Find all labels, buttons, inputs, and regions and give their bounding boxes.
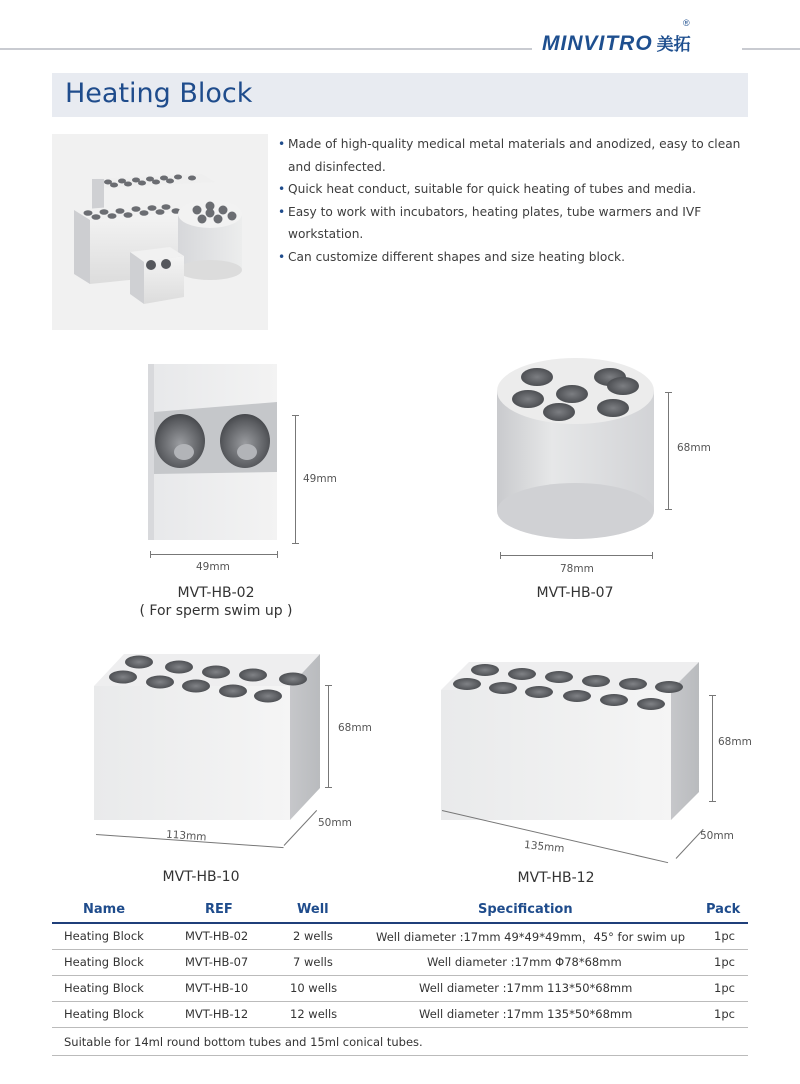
cell-well: 12 wells <box>290 1007 338 1021</box>
header-rule-right <box>742 48 800 50</box>
dim-label-hb02-height: 49mm <box>303 473 337 485</box>
dim-label-hb07-width: 78mm <box>560 563 594 575</box>
cell-ref: MVT-HB-10 <box>185 981 249 995</box>
header-rule-left <box>0 48 532 50</box>
dim-line-hb02-height <box>295 415 296 543</box>
dim-label-hb02-width: 49mm <box>196 561 230 573</box>
cell-ref: MVT-HB-07 <box>185 955 249 969</box>
dim-tick <box>325 787 332 788</box>
dim-line-hb02-width <box>150 554 278 555</box>
product-photo-hb02 <box>146 362 282 549</box>
dim-tick <box>277 551 278 558</box>
cell-spec: Well diameter :17mm 49*49*49mm，45° for swim up <box>376 930 686 944</box>
cell-name: Heating Block <box>64 929 144 943</box>
feature-item: • Made of high-quality medical metal materials and anodized, easy to clean and disinfected. <box>278 133 748 178</box>
brand-logo <box>542 18 691 56</box>
col-header-ref: REF <box>205 902 233 917</box>
dim-line-hb10-height <box>328 685 329 787</box>
dim-tick <box>665 392 672 393</box>
page-title: Heating Block <box>65 78 253 109</box>
dim-tick <box>665 509 672 510</box>
cell-name: Heating Block <box>64 981 144 995</box>
brand-name-cn: 美拓 <box>656 35 691 55</box>
dim-tick <box>709 695 716 696</box>
table-row <box>52 950 748 976</box>
table-row <box>52 924 748 950</box>
dim-label-hb12-height: 68mm <box>718 736 752 748</box>
dim-line-hb07-height <box>668 392 669 509</box>
dim-label-hb10-height: 68mm <box>338 722 372 734</box>
feature-list <box>278 133 748 268</box>
dim-tick <box>292 415 299 416</box>
spec-table-header <box>52 900 748 922</box>
product-photo-hb10 <box>90 650 320 835</box>
cell-name: Heating Block <box>64 955 144 969</box>
feature-item: • Easy to work with incubators, heating plates, tube warmers and IVF workstation. <box>278 201 748 246</box>
cell-pack: 1pc <box>714 929 735 943</box>
cell-well: 2 wells <box>293 929 333 943</box>
col-header-well: Well <box>297 902 329 917</box>
caption-hb07-model: MVT-HB-07 <box>536 585 614 601</box>
cell-pack: 1pc <box>714 1007 735 1021</box>
dim-tick <box>709 801 716 802</box>
col-header-pack: Pack <box>706 902 741 917</box>
title-bar <box>52 73 748 117</box>
product-photo-hb12 <box>437 660 699 833</box>
caption-hb10-model: MVT-HB-10 <box>162 869 240 885</box>
brand-name: MINVITRO <box>542 32 653 55</box>
cell-ref: MVT-HB-12 <box>185 1007 249 1021</box>
caption-hb02-model: MVT-HB-02 <box>177 585 255 601</box>
dim-label-hb10-depth: 50mm <box>318 817 352 829</box>
table-row <box>52 1002 748 1028</box>
dim-tick <box>325 685 332 686</box>
cell-spec: Well diameter :17mm Φ78*68mm <box>427 955 622 969</box>
hero-product-photo <box>52 134 268 330</box>
table-row <box>52 976 748 1002</box>
product-photo-hb07 <box>493 355 659 550</box>
caption-hb02-note: ( For sperm swim up ) <box>139 603 293 619</box>
cell-ref: MVT-HB-02 <box>185 929 249 943</box>
dim-label-hb12-length: 135mm <box>523 838 566 856</box>
feature-item: • Quick heat conduct, suitable for quick heating of tubes and media. <box>278 178 748 201</box>
dim-tick <box>292 543 299 544</box>
dim-label-hb12-depth: 50mm <box>700 830 734 842</box>
dim-tick <box>500 552 501 559</box>
cell-well: 10 wells <box>290 981 338 995</box>
registered-mark: ® <box>683 18 690 28</box>
dim-line-hb07-width <box>500 555 653 556</box>
cell-pack: 1pc <box>714 955 735 969</box>
table-footnote <box>52 1030 748 1056</box>
cell-name: Heating Block <box>64 1007 144 1021</box>
caption-hb12-model: MVT-HB-12 <box>517 870 595 886</box>
col-header-name: Name <box>83 902 126 917</box>
cell-pack: 1pc <box>714 981 735 995</box>
feature-item: • Can customize different shapes and size heating block. <box>278 246 748 269</box>
footnote-text: Suitable for 14ml round bottom tubes and 15ml conical tubes. <box>64 1035 423 1049</box>
cell-spec: Well diameter :17mm 135*50*68mm <box>419 1007 633 1021</box>
dim-tick <box>150 551 151 558</box>
dim-label-hb10-length: 113mm <box>165 828 207 844</box>
dim-line-hb12-height <box>712 695 713 801</box>
dim-tick <box>652 552 653 559</box>
col-header-spec: Specification <box>478 902 573 917</box>
cell-well: 7 wells <box>293 955 333 969</box>
dim-label-hb07-height: 68mm <box>677 442 711 454</box>
cell-spec: Well diameter :17mm 113*50*68mm <box>419 981 633 995</box>
